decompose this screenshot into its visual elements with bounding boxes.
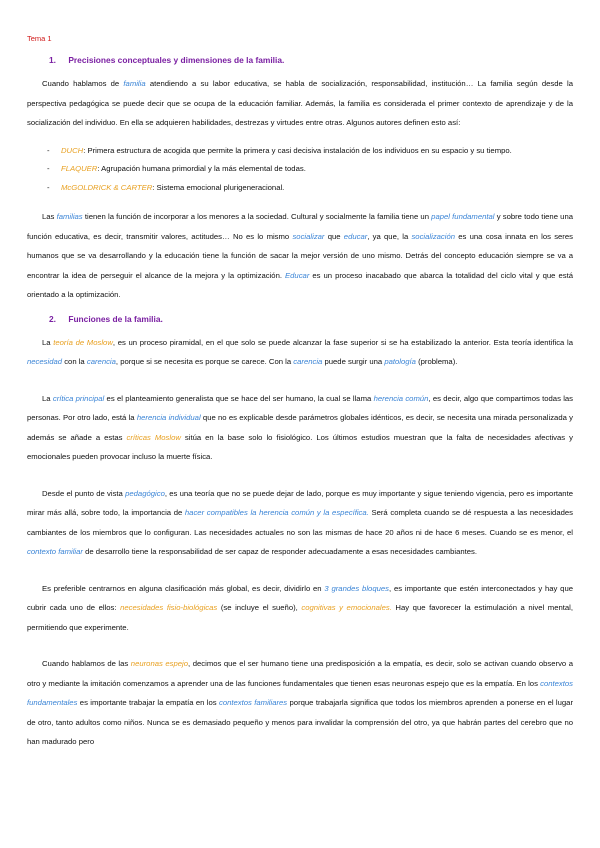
paragraph [27, 654, 573, 752]
text-run: , es una teoría que no se puede dejar de lado, porque es muy importante y sigue teniendo vigencia, pero es importante mirar más allá, sobre todo, la importancia de [27, 488, 573, 517]
text-run: sitúa en la base solo lo fisiológico. Los últimos estudios muestran que la falta de necesidades afectivas y emocionales pueden provocar incluso la muerte física. [27, 432, 573, 461]
text-run: es el planteamiento generalista que se hace del ser humano, la cual se llama [104, 393, 374, 403]
highlighted-term: críticas Moslow [126, 432, 181, 442]
text-run: : Sistema emocional plurigeneracional. [152, 182, 285, 192]
highlighted-term: carencia [86, 357, 116, 366]
highlighted-term: familias [56, 212, 83, 221]
highlighted-term: neuronas espejo [130, 659, 189, 668]
text-run: porque trabajarla significa que todos los miembros aprenden a ponerse en el lugar de otro, tanto adultos como niños. Nunca se es demasiado pequeño y menos para invalidar la comprensión del otro, ya que habrán partes del cerebro que no han madurado pero [27, 698, 574, 746]
paragraph [27, 74, 573, 133]
highlighted-term: crítica principal [52, 393, 105, 403]
section-2-title: Funciones de la familia. [68, 313, 163, 324]
text-run: es una cosa innata en los seres humanos que se va desarrollando y la educación tiene la función de sacar la mejor versión de uno mismo. Detrás del concepto educación siempre se va a encontrar la idea de perseguir el alcance de la mejora y la optimización. [27, 231, 573, 280]
highlighted-term: carencia [293, 357, 323, 366]
highlighted-term: herencia individual [136, 413, 201, 422]
highlighted-term: Educar [285, 270, 310, 280]
text-run: : Agrupación humana primordial y la más elemental de todas. [97, 164, 306, 173]
section-1-heading [27, 55, 573, 65]
text-run: es un proceso inacabado que abarca la totalidad del ciclo vital y que está orientado a la optimización. [27, 270, 573, 299]
text-run: puede surgir una [322, 357, 385, 366]
highlighted-term: McGOLDRICK & CARTER [61, 182, 153, 192]
highlighted-term: necesidades fisio-biológicas [120, 603, 218, 612]
highlighted-term: contextos fundamentales [27, 678, 573, 707]
highlighted-term: hacer compatibles la herencia común y la específica. [184, 508, 369, 517]
paragraph [27, 579, 573, 638]
section-2-number: 2. [49, 313, 56, 324]
list-item [47, 142, 573, 161]
highlighted-term: educar [343, 231, 368, 241]
highlighted-term: cognitivas y emocionales. [301, 603, 392, 612]
text-run: tienen la función de incorporar a los menores a la sociedad. Cultural y socialmente la familia tiene un [82, 212, 432, 221]
section-2-heading [27, 314, 573, 324]
text-run: Desde el punto de vista [42, 488, 126, 498]
text-run: es importante trabajar la empatía en los [77, 698, 219, 707]
highlighted-term: DUCH [61, 145, 84, 155]
highlighted-term: socializar [292, 231, 325, 241]
highlighted-term: necesidad [27, 357, 63, 366]
text-run: Las [42, 212, 57, 221]
text-run: , es decir, algo que compartimos todas las personas. Por otro lado, está la [27, 393, 574, 422]
text-run: : Primera estructura de acogida que permite la primera y casi decisiva instalación de los individuos en su espacio y su tiempo. [83, 145, 512, 155]
highlighted-term: contextos familiares [218, 698, 288, 707]
text-run: Cuando hablamos de [42, 79, 124, 88]
highlighted-term: 3 grandes bloques [324, 583, 389, 593]
text-run: , ya que, la [367, 231, 412, 241]
text-run: con la [62, 357, 87, 366]
text-run: (problema). [415, 357, 458, 366]
text-run: atendiendo a su labor educativa, se habla de socialización, responsabilidad, institución… La familia según desde la perspectiva pedagógica se puede decir que se ocupa de la educación familiar. Además, la familia es considerada el primer contexto de aprendizaje y de la socialización del individuo. En ella se adquieren habilidades, destrezas y virtudes entre otras. Algunos autores definen esto así: [27, 79, 573, 127]
text-run: La [42, 337, 54, 347]
author-definitions-list [27, 142, 573, 198]
highlighted-term: familia [123, 79, 146, 88]
highlighted-term: pedagógico [125, 488, 165, 498]
text-run: , decimos que el ser humano tiene una predisposición a la empatía, es decir, solo se activan cuando observo a otro y mediante la imitación comenzamos a aprender una de las funciones fundamentales que tienen esas neuronas espejo que es la empatía. En los [27, 659, 573, 688]
paragraph [27, 333, 573, 372]
paragraph [27, 389, 573, 467]
text-run: Será completa cuando se dé respuesta a las necesidades cambiantes de los miembros que lo configuran. Las necesidades actuales no son las mismas de hace 20 años ni de hace 6 meses. Cuando se es menor, el [27, 508, 573, 537]
section-1-title: Precisiones conceptuales y dimensiones de la familia. [68, 55, 285, 65]
list-item [47, 179, 573, 198]
paragraph [27, 484, 573, 562]
text-run: que no es explicable desde parámetros globales idénticos, es decir, se necesita una mirada personalizada y además se añade a estas [27, 413, 573, 442]
highlighted-term: contexto familiar [27, 547, 83, 556]
highlighted-term: papel fundamental [431, 212, 495, 221]
highlighted-term: teoría de Moslow [53, 337, 113, 347]
text-run: y sobre todo tiene una función educativa, es decir, transmitir valores, actitudes… No es lo mismo [27, 212, 574, 241]
text-run: de desarrollo tiene la responsabilidad de ser capaz de responder adecuadamente a esas necesidades cambiantes. [82, 547, 478, 556]
paragraph [27, 207, 573, 305]
text-run: (se incluye el sueño), [217, 603, 302, 612]
text-run: que [324, 231, 344, 241]
list-item [47, 160, 573, 179]
text-run: , es un proceso piramidal, en el que solo se puede alcanzar la fase superior si se ha estabilizado la anterior. Esta teoría identifica la [112, 337, 573, 347]
section-1-number: 1. [49, 55, 56, 65]
text-run: , es importante que estén interconectados y hay que cubrir cada uno de ellos: [27, 583, 573, 612]
highlighted-term: herencia común [373, 393, 429, 403]
text-run: Es preferible centrarnos en alguna clasificación más global, es decir, dividirlo en [42, 583, 325, 593]
highlighted-term: patología [384, 357, 416, 366]
text-run: La [42, 393, 53, 403]
topic-label: Tema 1 [27, 34, 52, 43]
text-run: , porque si se necesita es porque se carece. Con la [115, 357, 294, 366]
text-run: Cuando hablamos de las [42, 659, 131, 668]
text-run: Hay que favorecer la estimulación a nivel mental, permitiendo que experimente. [27, 603, 573, 632]
highlighted-term: FLAQUER [61, 164, 98, 173]
highlighted-term: socialización [411, 231, 456, 241]
